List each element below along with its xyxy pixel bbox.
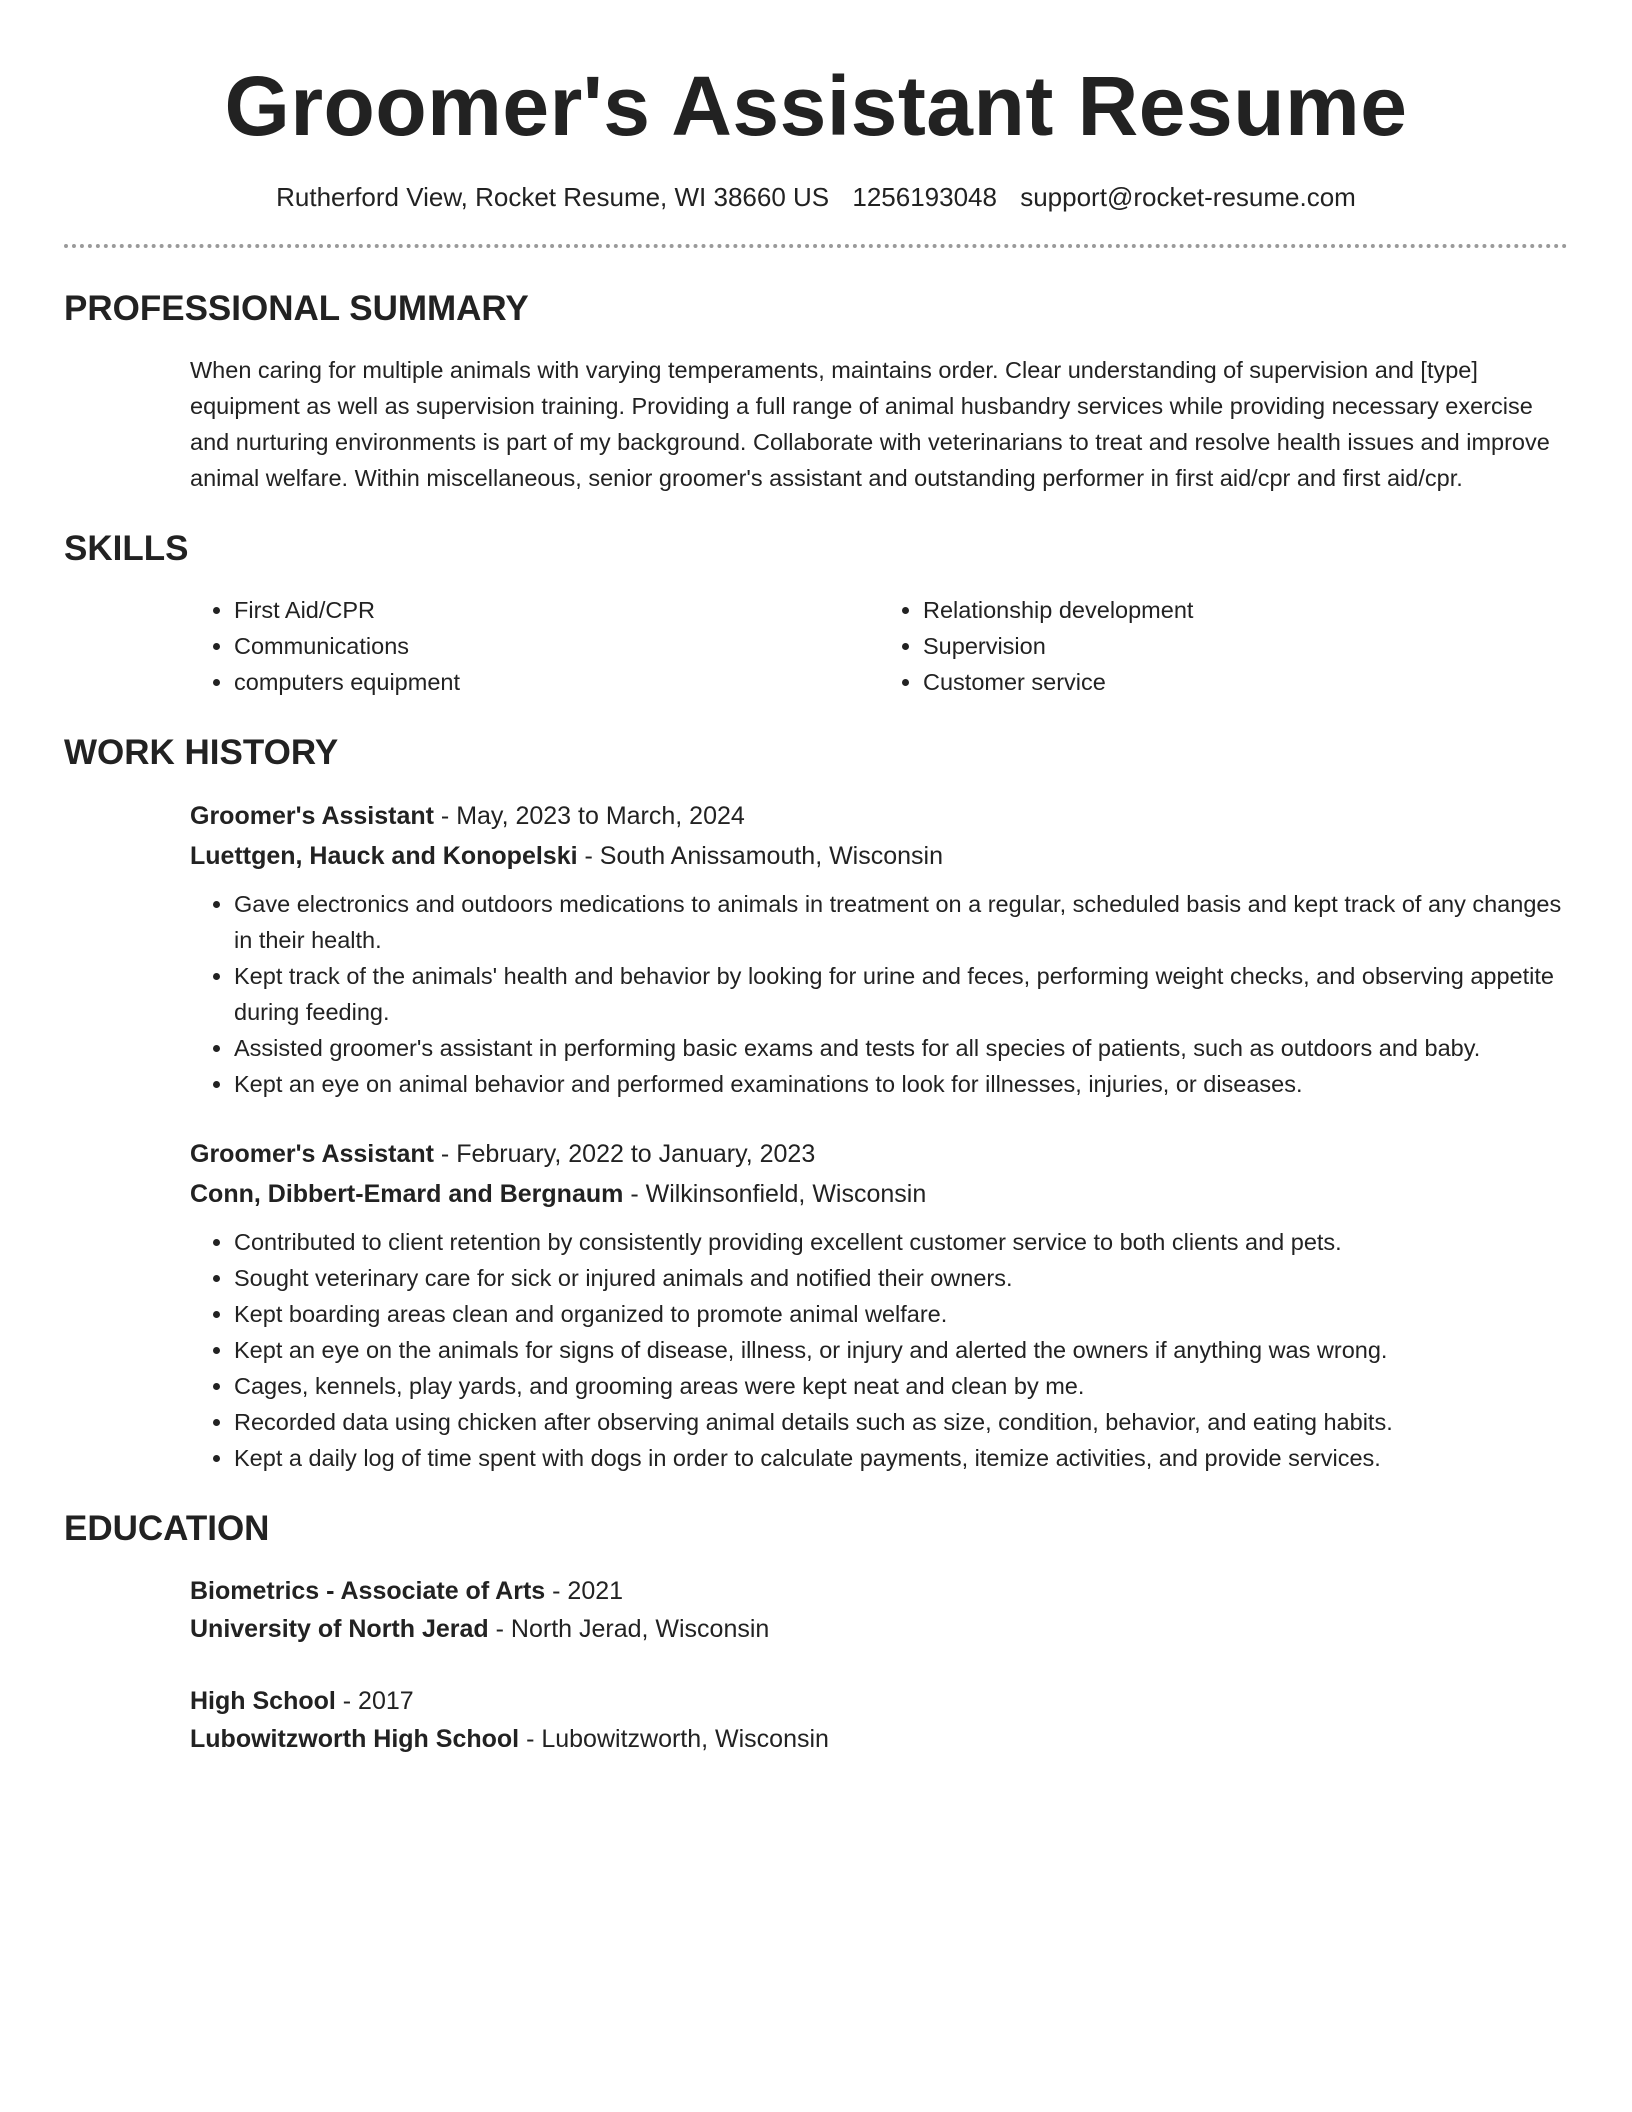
skill-item: • First Aid/CPR [234, 592, 879, 628]
education-degree: High School [190, 1687, 336, 1715]
job-bullet: • Cages, kennels, play yards, and grooming areas were kept neat and clean by me. [234, 1368, 1568, 1404]
skills-list-right [879, 592, 1568, 700]
contact-address: Rutherford View, Rocket Resume, WI 38660 US [276, 182, 830, 212]
skill-item: • Customer service [923, 664, 1568, 700]
job-bullet: • Sought veterinary care for sick or injured animals and notified their owners. [234, 1260, 1568, 1296]
education-school-line [190, 1720, 1568, 1758]
skill-item: • computers equipment [234, 664, 879, 700]
education-school: Lubowitzworth High School [190, 1725, 520, 1753]
summary-text: When caring for multiple animals with varying temperaments, maintains order. Clear understanding of supervision and [type] equipment as well as supervision training. Providing a full range of animal husbandry services while providing necessary exercise and nurturing environments is part of my background. Collaborate with veterinarians to treat and resolve health issues and improve animal welfare. Within miscellaneous, senior groomer's assistant and outstanding performer in first aid/cpr and first aid/cpr. [190, 357, 1550, 491]
work-section [64, 732, 1568, 1476]
resume-header [64, 0, 1568, 214]
job-entry [190, 796, 1568, 1102]
job-company: Luettgen, Hauck and Konopelski [190, 842, 578, 870]
job-company-line [190, 836, 1568, 876]
contact-email: support@rocket-resume.com [1020, 182, 1356, 212]
education-degree: Biometrics - Associate of Arts [190, 1577, 546, 1605]
page-title: Groomer's Assistant Resume [224, 59, 1408, 153]
skills-heading: SKILLS [64, 529, 189, 568]
job-bullet: • Assisted groomer's assistant in performing basic exams and tests for all species of patients, such as outdoors and baby. [234, 1030, 1568, 1066]
education-degree-line [190, 1682, 1568, 1720]
summary-body [190, 352, 1568, 496]
education-degree-line [190, 1572, 1568, 1610]
job-title: Groomer's Assistant [190, 1140, 434, 1168]
education-school-line [190, 1610, 1568, 1648]
job-bullet: • Kept an eye on animal behavior and performed examinations to look for illnesses, injuries, or diseases. [234, 1066, 1568, 1102]
education-heading: EDUCATION [64, 1509, 270, 1548]
job-bullets [190, 886, 1568, 1102]
education-year: - 2021 [545, 1577, 624, 1605]
job-company-line [190, 1174, 1568, 1214]
skill-item: • Communications [234, 628, 879, 664]
skills-list-left [190, 592, 879, 700]
job-bullets [190, 1224, 1568, 1476]
education-entry [190, 1572, 1568, 1648]
job-dates: - May, 2023 to March, 2024 [433, 802, 745, 830]
job-bullet: • Kept a daily log of time spent with dogs in order to calculate payments, itemize activities, and provide services. [234, 1440, 1568, 1476]
contact-line [64, 180, 1568, 214]
job-title: Groomer's Assistant [190, 802, 434, 830]
education-body [190, 1572, 1568, 1758]
job-company: Conn, Dibbert-Emard and Bergnaum [190, 1180, 624, 1208]
job-bullet: • Kept track of the animals' health and behavior by looking for urine and feces, performing weight checks, and observing appetite during feeding. [234, 958, 1568, 1030]
education-location: - Lubowitzworth, Wisconsin [519, 1725, 829, 1753]
education-entry [190, 1682, 1568, 1758]
education-school: University of North Jerad [190, 1615, 489, 1643]
job-location: - Wilkinsonfield, Wisconsin [623, 1180, 927, 1208]
summary-heading: PROFESSIONAL SUMMARY [64, 289, 529, 328]
education-section [64, 1508, 1568, 1758]
skill-item: • Relationship development [923, 592, 1568, 628]
education-year: - 2017 [335, 1687, 414, 1715]
skill-item: • Supervision [923, 628, 1568, 664]
work-heading: WORK HISTORY [64, 733, 339, 772]
job-bullet: • Kept boarding areas clean and organized to promote animal welfare. [234, 1296, 1568, 1332]
job-bullet: • Kept an eye on the animals for signs of disease, illness, or injury and alerted the owners if anything was wrong. [234, 1332, 1568, 1368]
job-bullet: • Gave electronics and outdoors medications to animals in treatment on a regular, scheduled basis and kept track of any changes in their health. [234, 886, 1568, 958]
contact-phone: 1256193048 [852, 182, 997, 212]
job-location: - South Anissamouth, Wisconsin [577, 842, 944, 870]
job-entry [190, 1134, 1568, 1476]
job-bullet: • Contributed to client retention by consistently providing excellent customer service to both clients and pets. [234, 1224, 1568, 1260]
header-divider [64, 244, 1568, 248]
education-location: - North Jerad, Wisconsin [488, 1615, 770, 1643]
skills-section [64, 528, 1568, 700]
work-body [190, 796, 1568, 1476]
job-title-line [190, 796, 1568, 836]
summary-section [64, 288, 1568, 496]
job-bullet: • Recorded data using chicken after observing animal details such as size, condition, behavior, and eating habits. [234, 1404, 1568, 1440]
skills-grid [190, 592, 1568, 700]
job-dates: - February, 2022 to January, 2023 [433, 1140, 816, 1168]
job-title-line [190, 1134, 1568, 1174]
